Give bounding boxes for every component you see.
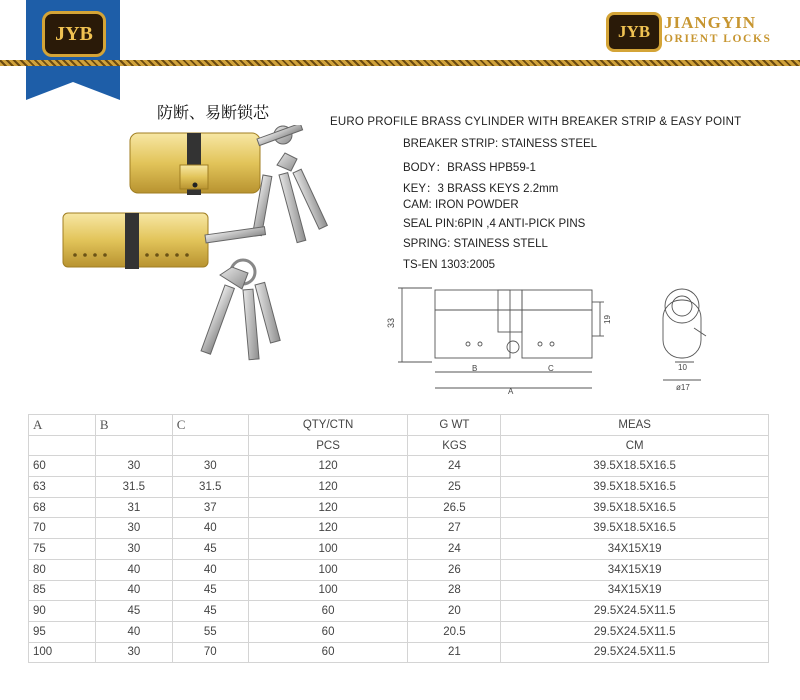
cell-gwt: 21 [408,642,501,663]
table-row [29,642,769,663]
dim-c: C [548,364,554,373]
table-row [29,580,769,601]
spec-breaker-strip: BREAKER STRIP: STAINESS STEEL [403,138,598,150]
technical-drawing [380,280,720,400]
brand-name: JIANGYIN [664,13,757,32]
cell-c: 70 [172,642,248,663]
cell-meas: 29.5X24.5X11.5 [501,642,769,663]
cell-a: 95 [29,621,96,642]
cell-b: 31.5 [95,477,172,498]
dim-17: ø17 [676,383,690,392]
cell-a: 75 [29,539,96,560]
table-row [29,559,769,580]
cell-b: 40 [95,621,172,642]
cylinder-upper [130,133,260,195]
jyb-logo: JYB [42,11,106,57]
jyb-logo-small: JYB [606,12,662,52]
unit-cell: CM [501,435,769,456]
unit-cell [172,435,248,456]
cell-meas: 39.5X18.5X16.5 [501,497,769,518]
spec-seal-pin: SEAL PIN:6PIN ,4 ANTI-PICK PINS [403,218,586,230]
cell-a: 68 [29,497,96,518]
cell-c: 45 [172,580,248,601]
cell-gwt: 24 [408,539,501,560]
cell-c: 40 [172,559,248,580]
cell-b: 45 [95,601,172,622]
dim-a: A [508,387,514,396]
cell-c: 37 [172,497,248,518]
cell-c: 45 [172,539,248,560]
col-header-a: A [29,415,96,436]
cell-a: 90 [29,601,96,622]
cell-a: 85 [29,580,96,601]
cell-c: 40 [172,518,248,539]
cell-b: 30 [95,642,172,663]
col-header-c: C [172,415,248,436]
spec-cam: CAM: IRON POWDER [403,199,519,211]
table-row [29,477,769,498]
product-chinese-title: 防断、易断锁芯 [157,103,270,122]
table-row [29,539,769,560]
dim-19: 19 [603,315,612,324]
cell-qty: 120 [248,518,408,539]
cell-qty: 60 [248,621,408,642]
col-header-qty: QTY/CTN [248,415,408,436]
logo-badge [26,0,120,82]
dim-10: 10 [678,363,687,372]
cell-qty: 120 [248,497,408,518]
cell-qty: 60 [248,601,408,622]
table-header-row [29,415,769,436]
cell-b: 30 [95,518,172,539]
product-photo [55,125,335,375]
cell-meas: 29.5X24.5X11.5 [501,601,769,622]
keys-upper [253,125,328,243]
cell-meas: 34X15X19 [501,559,769,580]
unit-cell: PCS [248,435,408,456]
cell-b: 40 [95,580,172,601]
cell-b: 40 [95,559,172,580]
cell-gwt: 28 [408,580,501,601]
dim-height-33: 33 [386,317,396,328]
unit-cell [95,435,172,456]
unit-cell: KGS [408,435,501,456]
cell-qty: 100 [248,559,408,580]
cell-b: 30 [95,539,172,560]
cell-a: 80 [29,559,96,580]
cell-qty: 100 [248,580,408,601]
brand-tagline: ORIENT LOCKS [664,33,772,45]
cell-gwt: 26.5 [408,497,501,518]
product-title: EURO PROFILE BRASS CYLINDER WITH BREAKER STRIP & EASY POINT [330,116,742,128]
cell-gwt: 24 [408,456,501,477]
cell-qty: 100 [248,539,408,560]
cell-c: 31.5 [172,477,248,498]
decorative-rope-border [0,60,800,66]
spec-spring: SPRING: STAINESS STELL [403,238,548,250]
cell-meas: 39.5X18.5X16.5 [501,456,769,477]
cylinder-lower [63,213,208,269]
unit-cell [29,435,96,456]
cell-c: 45 [172,601,248,622]
cell-meas: 29.5X24.5X11.5 [501,621,769,642]
cell-gwt: 26 [408,559,501,580]
spec-body: BODY：BRASS HPB59-1 [403,162,536,174]
keys-lower [201,227,280,360]
cell-a: 60 [29,456,96,477]
table-row [29,497,769,518]
cell-a: 63 [29,477,96,498]
cell-gwt: 20.5 [408,621,501,642]
spec-key: KEY：3 BRASS KEYS 2.2mm [403,183,559,195]
cell-qty: 120 [248,477,408,498]
cell-a: 100 [29,642,96,663]
cell-a: 70 [29,518,96,539]
cell-b: 31 [95,497,172,518]
cell-meas: 34X15X19 [501,580,769,601]
cell-gwt: 27 [408,518,501,539]
spec-standard: TS-EN 1303:2005 [403,259,496,271]
cell-meas: 39.5X18.5X16.5 [501,518,769,539]
cell-qty: 120 [248,456,408,477]
cell-c: 55 [172,621,248,642]
cell-gwt: 25 [408,477,501,498]
cell-b: 30 [95,456,172,477]
cell-gwt: 20 [408,601,501,622]
spec-table [28,414,769,663]
cell-meas: 34X15X19 [501,539,769,560]
cell-qty: 60 [248,642,408,663]
cell-meas: 39.5X18.5X16.5 [501,477,769,498]
table-row [29,601,769,622]
table-row [29,621,769,642]
col-header-meas: MEAS [501,415,769,436]
dim-b: B [472,364,478,373]
brand-name-block [664,14,772,46]
table-row [29,456,769,477]
table-units-row [29,435,769,456]
cell-c: 30 [172,456,248,477]
col-header-b: B [95,415,172,436]
col-header-gwt: G WT [408,415,501,436]
table-row [29,518,769,539]
